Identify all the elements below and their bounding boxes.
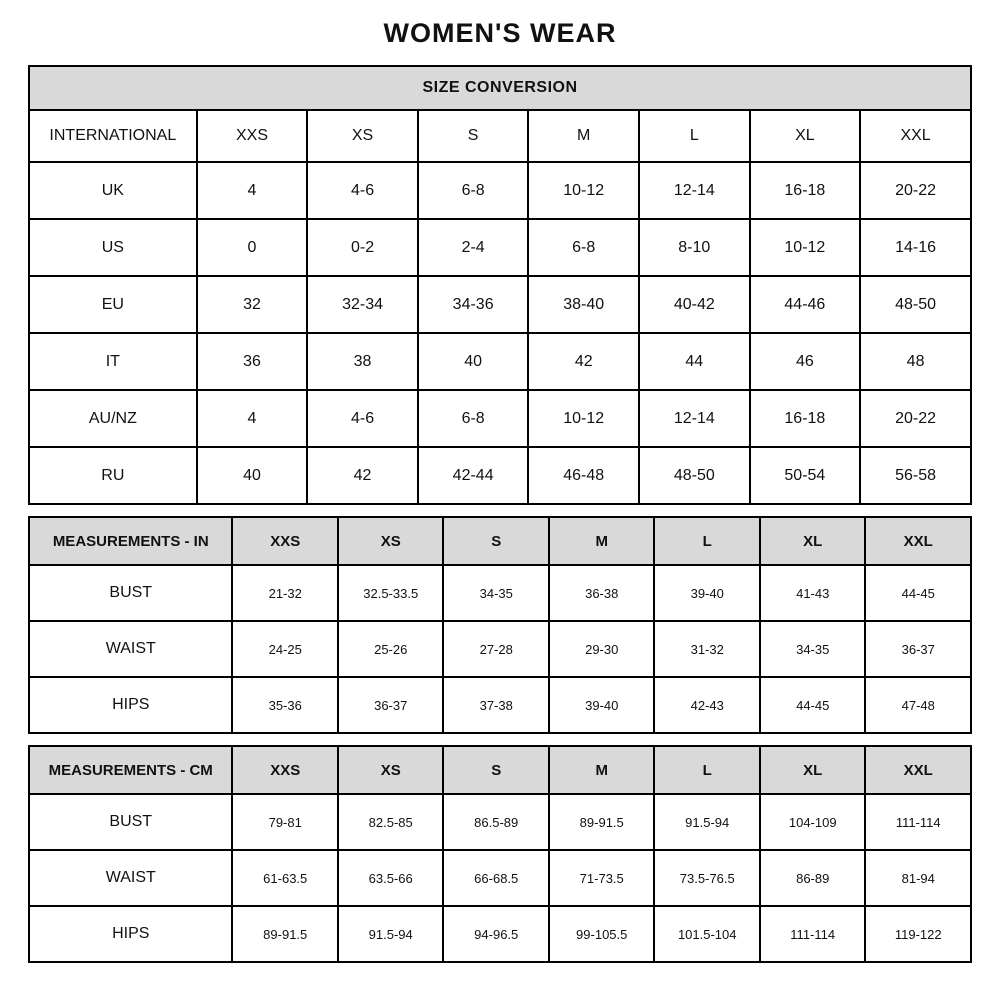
value-cell: 38 — [307, 333, 418, 390]
value-cell: 20-22 — [860, 162, 971, 219]
value-cell: 111-114 — [865, 794, 971, 850]
size-conversion-table — [28, 65, 972, 505]
value-cell: 56-58 — [860, 447, 971, 504]
table-row-it — [29, 333, 971, 390]
value-cell: 32.5-33.5 — [338, 565, 444, 621]
table-row-waist-cm — [29, 850, 971, 906]
size-conversion-header-row — [29, 110, 971, 162]
value-cell: 20-22 — [860, 390, 971, 447]
row-label-cell: WAIST — [29, 621, 232, 677]
value-cell: 44-45 — [865, 565, 971, 621]
header-cell: XXS — [232, 746, 338, 794]
value-cell: 50-54 — [750, 447, 861, 504]
value-cell: 94-96.5 — [443, 906, 549, 962]
header-cell: M — [528, 110, 639, 162]
value-cell: 6-8 — [418, 390, 529, 447]
size-conversion-caption-row — [29, 66, 971, 110]
value-cell: 44 — [639, 333, 750, 390]
value-cell: 48 — [860, 333, 971, 390]
header-cell: MEASUREMENTS - CM — [29, 746, 232, 794]
value-cell: 14-16 — [860, 219, 971, 276]
measurements-cm-table — [28, 745, 972, 963]
value-cell: 44-46 — [750, 276, 861, 333]
value-cell: 10-12 — [750, 219, 861, 276]
row-label-cell: UK — [29, 162, 197, 219]
value-cell: 104-109 — [760, 794, 866, 850]
value-cell: 21-32 — [232, 565, 338, 621]
value-cell: 34-35 — [443, 565, 549, 621]
header-cell: INTERNATIONAL — [29, 110, 197, 162]
value-cell: 91.5-94 — [654, 794, 760, 850]
value-cell: 36-37 — [865, 621, 971, 677]
value-cell: 10-12 — [528, 162, 639, 219]
value-cell: 40 — [197, 447, 308, 504]
value-cell: 82.5-85 — [338, 794, 444, 850]
header-cell: S — [443, 517, 549, 565]
measurements-in-header-row — [29, 517, 971, 565]
header-cell: XXL — [865, 517, 971, 565]
header-cell: XS — [307, 110, 418, 162]
table-row-waist-in — [29, 621, 971, 677]
header-cell: XS — [338, 517, 444, 565]
value-cell: 39-40 — [549, 677, 655, 733]
value-cell: 42 — [307, 447, 418, 504]
size-conversion-title: SIZE CONVERSION — [29, 66, 971, 110]
header-cell: MEASUREMENTS - IN — [29, 517, 232, 565]
value-cell: 12-14 — [639, 390, 750, 447]
table-row-ru — [29, 447, 971, 504]
row-label-cell: EU — [29, 276, 197, 333]
value-cell: 34-35 — [760, 621, 866, 677]
value-cell: 36-37 — [338, 677, 444, 733]
value-cell: 41-43 — [760, 565, 866, 621]
header-cell: XXL — [865, 746, 971, 794]
value-cell: 101.5-104 — [654, 906, 760, 962]
value-cell: 37-38 — [443, 677, 549, 733]
value-cell: 73.5-76.5 — [654, 850, 760, 906]
value-cell: 36 — [197, 333, 308, 390]
header-cell: XXS — [232, 517, 338, 565]
row-label-cell: WAIST — [29, 850, 232, 906]
value-cell: 35-36 — [232, 677, 338, 733]
value-cell: 79-81 — [232, 794, 338, 850]
header-cell: XL — [760, 517, 866, 565]
value-cell: 99-105.5 — [549, 906, 655, 962]
value-cell: 6-8 — [418, 162, 529, 219]
header-cell: M — [549, 746, 655, 794]
table-row-hips-cm — [29, 906, 971, 962]
value-cell: 2-4 — [418, 219, 529, 276]
value-cell: 32-34 — [307, 276, 418, 333]
value-cell: 61-63.5 — [232, 850, 338, 906]
value-cell: 12-14 — [639, 162, 750, 219]
value-cell: 89-91.5 — [549, 794, 655, 850]
value-cell: 31-32 — [654, 621, 760, 677]
value-cell: 8-10 — [639, 219, 750, 276]
measurements-in-table — [28, 516, 972, 734]
value-cell: 4-6 — [307, 162, 418, 219]
value-cell: 27-28 — [443, 621, 549, 677]
row-label-cell: HIPS — [29, 906, 232, 962]
header-cell: XXS — [197, 110, 308, 162]
table-row-aunz — [29, 390, 971, 447]
value-cell: 6-8 — [528, 219, 639, 276]
value-cell: 91.5-94 — [338, 906, 444, 962]
value-cell: 39-40 — [654, 565, 760, 621]
header-cell: XXL — [860, 110, 971, 162]
value-cell: 44-45 — [760, 677, 866, 733]
value-cell: 48-50 — [639, 447, 750, 504]
value-cell: 86.5-89 — [443, 794, 549, 850]
value-cell: 4-6 — [307, 390, 418, 447]
value-cell: 4 — [197, 390, 308, 447]
value-cell: 32 — [197, 276, 308, 333]
table-row-us — [29, 219, 971, 276]
header-cell: L — [654, 746, 760, 794]
value-cell: 24-25 — [232, 621, 338, 677]
table-row-uk — [29, 162, 971, 219]
value-cell: 63.5-66 — [338, 850, 444, 906]
value-cell: 40-42 — [639, 276, 750, 333]
row-label-cell: AU/NZ — [29, 390, 197, 447]
value-cell: 46-48 — [528, 447, 639, 504]
value-cell: 25-26 — [338, 621, 444, 677]
value-cell: 36-38 — [549, 565, 655, 621]
value-cell: 42-43 — [654, 677, 760, 733]
value-cell: 42 — [528, 333, 639, 390]
measurements-cm-header-row — [29, 746, 971, 794]
header-cell: M — [549, 517, 655, 565]
table-row-bust-cm — [29, 794, 971, 850]
value-cell: 119-122 — [865, 906, 971, 962]
value-cell: 111-114 — [760, 906, 866, 962]
value-cell: 0-2 — [307, 219, 418, 276]
value-cell: 38-40 — [528, 276, 639, 333]
header-cell: XL — [750, 110, 861, 162]
value-cell: 34-36 — [418, 276, 529, 333]
header-cell: L — [639, 110, 750, 162]
value-cell: 10-12 — [528, 390, 639, 447]
header-cell: L — [654, 517, 760, 565]
header-cell: S — [443, 746, 549, 794]
row-label-cell: IT — [29, 333, 197, 390]
row-label-cell: RU — [29, 447, 197, 504]
value-cell: 42-44 — [418, 447, 529, 504]
value-cell: 29-30 — [549, 621, 655, 677]
header-cell: XL — [760, 746, 866, 794]
value-cell: 86-89 — [760, 850, 866, 906]
row-label-cell: BUST — [29, 565, 232, 621]
value-cell: 46 — [750, 333, 861, 390]
value-cell: 89-91.5 — [232, 906, 338, 962]
value-cell: 16-18 — [750, 390, 861, 447]
table-row-eu — [29, 276, 971, 333]
value-cell: 0 — [197, 219, 308, 276]
value-cell: 47-48 — [865, 677, 971, 733]
table-row-bust-in — [29, 565, 971, 621]
row-label-cell: US — [29, 219, 197, 276]
table-row-hips-in — [29, 677, 971, 733]
value-cell: 16-18 — [750, 162, 861, 219]
row-label-cell: HIPS — [29, 677, 232, 733]
value-cell: 66-68.5 — [443, 850, 549, 906]
value-cell: 48-50 — [860, 276, 971, 333]
value-cell: 40 — [418, 333, 529, 390]
value-cell: 81-94 — [865, 850, 971, 906]
value-cell: 71-73.5 — [549, 850, 655, 906]
page-title: WOMEN'S WEAR — [383, 18, 617, 48]
row-label-cell: BUST — [29, 794, 232, 850]
header-cell: S — [418, 110, 529, 162]
value-cell: 4 — [197, 162, 308, 219]
header-cell: XS — [338, 746, 444, 794]
